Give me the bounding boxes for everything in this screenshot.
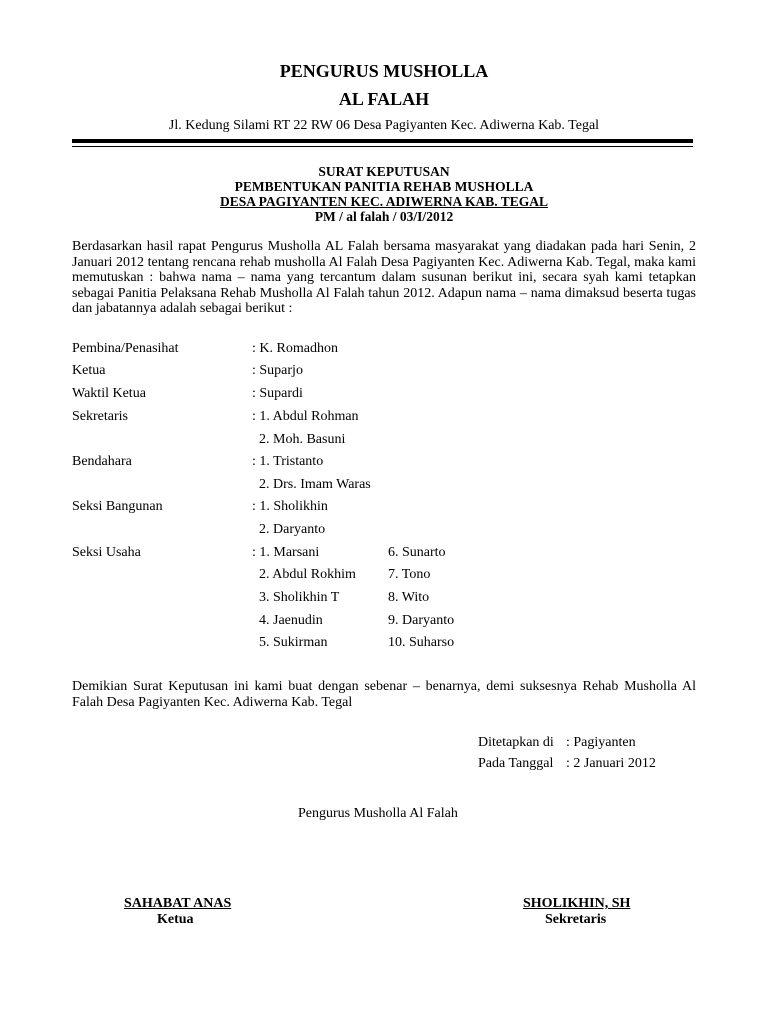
- decree-number: PM / al falah / 03/I/2012: [314, 209, 454, 224]
- value-bendahara-2: 2. Drs. Imam Waras: [259, 477, 371, 492]
- value-usaha-3: 3. Sholikhin T: [259, 590, 340, 605]
- header-rule-thin: [72, 146, 693, 147]
- decree-subject: PEMBENTUKAN PANITIA REHAB MUSHOLLA: [234, 179, 534, 194]
- value-bangunan-2: 2. Daryanto: [259, 522, 326, 537]
- value-usaha-2: 2. Abdul Rokhim: [259, 567, 356, 582]
- right-signatory-name: SHOLIKHIN, SH: [523, 896, 631, 911]
- value-bendahara-1: : 1. Tristanto: [252, 454, 324, 469]
- value-ketua: : Suparjo: [252, 363, 303, 378]
- value-usaha-10: 10. Suharso: [388, 635, 455, 650]
- value-usaha-7: 7. Tono: [388, 567, 431, 582]
- label-ketua: Ketua: [72, 363, 106, 378]
- issued-date-value: : 2 Januari 2012: [566, 756, 656, 771]
- decree-title: SURAT KEPUTUSAN: [318, 164, 450, 179]
- org-name-line2: AL FALAH: [338, 89, 430, 109]
- value-sekretaris-2: 2. Moh. Basuni: [259, 432, 346, 447]
- issued-date-label: Pada Tanggal: [478, 756, 554, 771]
- issued-place-value: : Pagiyanten: [566, 735, 636, 750]
- right-signatory-role: Sekretaris: [545, 912, 607, 927]
- left-signatory-name: SAHABAT ANAS: [124, 896, 232, 911]
- value-usaha-9: 9. Daryanto: [388, 613, 455, 628]
- left-signatory-role: Ketua: [157, 912, 194, 927]
- intro-paragraph: Berdasarkan hasil rapat Pengurus Musholla AL Falah bersama masyarakat yang diadakan pada hari Senin, 2 Januari 2012 tentang rencana rehab musholla Al Falah Desa Pagiyanten Kec. Adiwerna Kab. Tegal, maka kami memutuskan : bahwa nama – nama yang tercantum dalam susunan berikut ini, secara syah kami tetapkan sebagai Panitia Pelaksana Rehab Musholla Al Falah tahun 2012. Adapun nama – nama dimaksud beserta tugas dan jabatannya adalah sebagai berikut :: [72, 239, 696, 316]
- value-wakil-ketua: : Supardi: [252, 386, 303, 401]
- value-pembina: : K. Romadhon: [252, 341, 338, 356]
- signing-body: Pengurus Musholla Al Falah: [298, 806, 458, 821]
- issued-place-label: Ditetapkan di: [478, 735, 554, 750]
- value-usaha-6: 6. Sunarto: [388, 545, 446, 560]
- closing-paragraph: Demikian Surat Keputusan ini kami buat dengan sebenar – benarnya, demi suksesnya Rehab Musholla Al Falah Desa Pagiyanten Kec. Adiwerna Kab. Tegal: [72, 679, 696, 710]
- label-seksi-bangunan: Seksi Bangunan: [72, 499, 163, 514]
- value-usaha-1: : 1. Marsani: [252, 545, 320, 560]
- label-seksi-usaha: Seksi Usaha: [72, 545, 141, 560]
- label-pembina: Pembina/Penasihat: [72, 341, 179, 356]
- label-bendahara: Bendahara: [72, 454, 132, 469]
- org-name-line1: PENGURUS MUSHOLLA: [279, 61, 489, 81]
- org-address: Jl. Kedung Silami RT 22 RW 06 Desa Pagiyanten Kec. Adiwerna Kab. Tegal: [168, 118, 600, 133]
- value-usaha-4: 4. Jaenudin: [259, 613, 323, 628]
- value-sekretaris-1: : 1. Abdul Rohman: [252, 409, 359, 424]
- label-wakil-ketua: Waktil Ketua: [72, 386, 146, 401]
- label-sekretaris: Sekretaris: [72, 409, 128, 424]
- decree-location-text: DESA PAGIYANTEN KEC. ADIWERNA KAB. TEGAL: [220, 194, 548, 209]
- value-usaha-5: 5. Sukirman: [259, 635, 328, 650]
- value-bangunan-1: : 1. Sholikhin: [252, 499, 328, 514]
- header-rule-thick: [72, 139, 693, 143]
- decree-location: [0, 194, 768, 209]
- value-usaha-8: 8. Wito: [388, 590, 430, 605]
